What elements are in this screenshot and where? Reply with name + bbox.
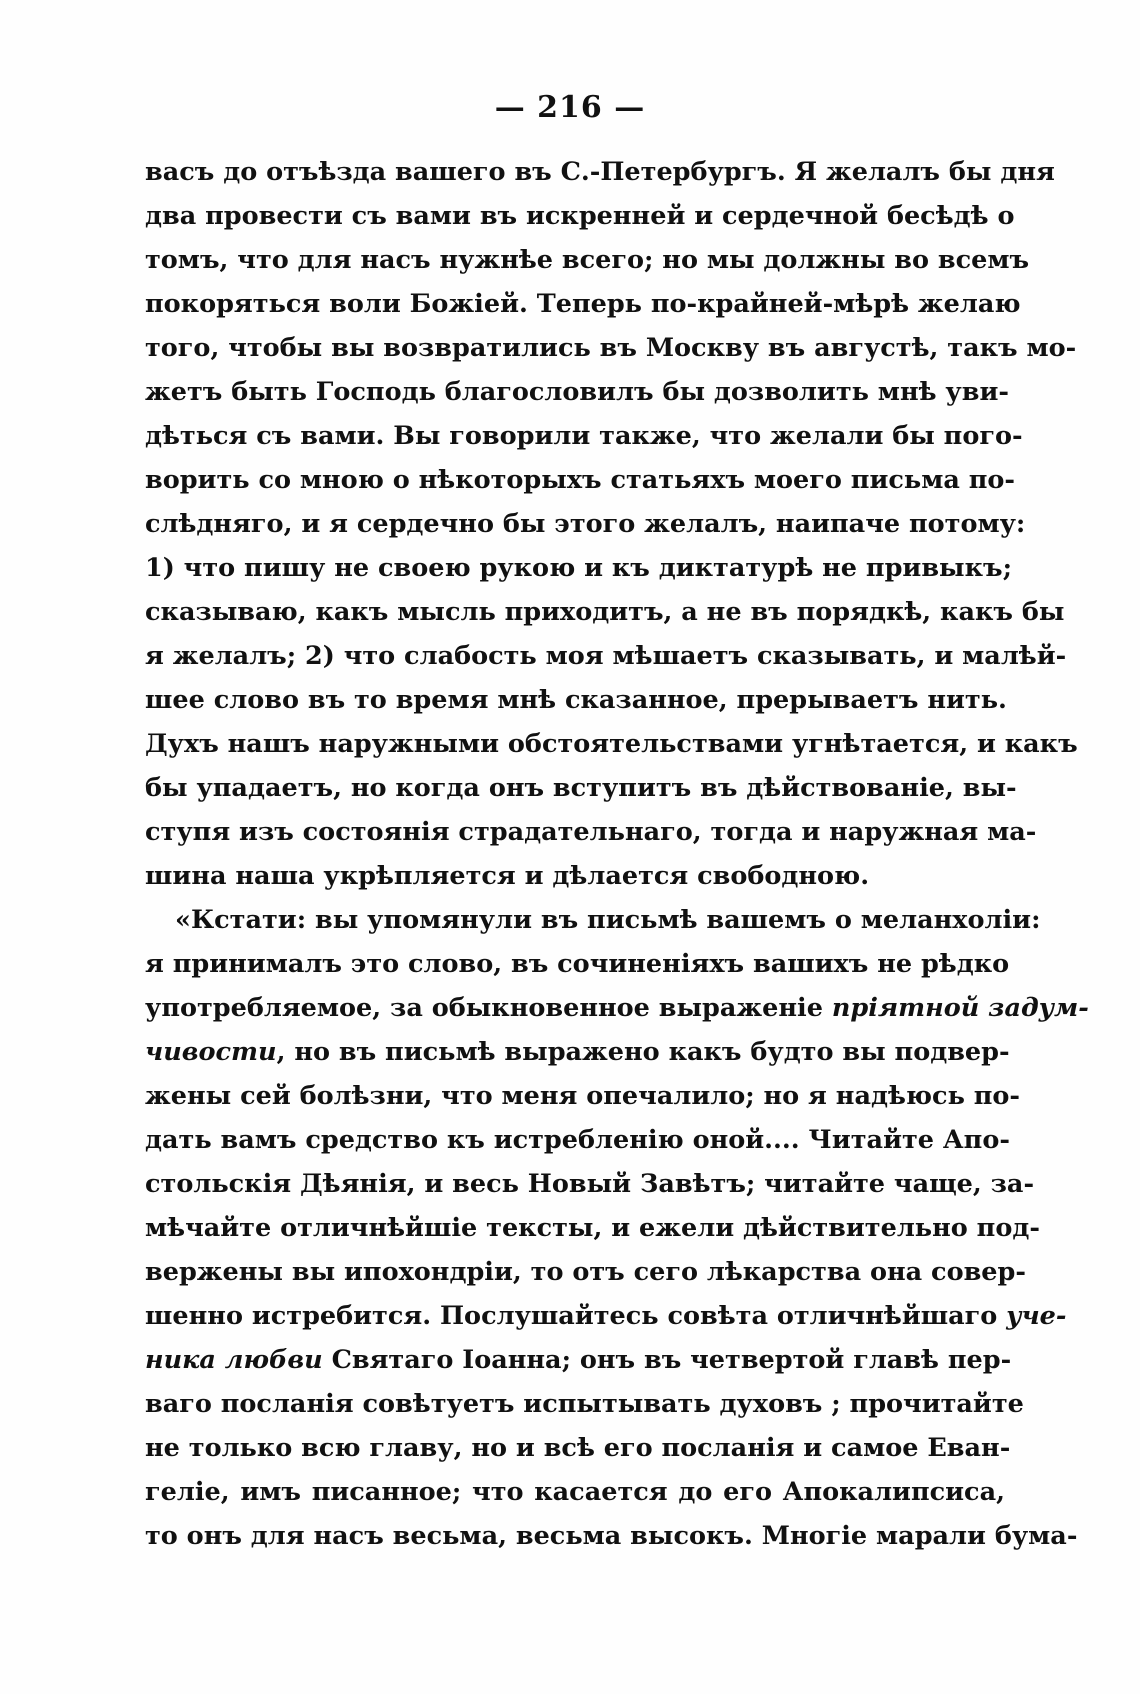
text-line xyxy=(145,1338,1012,1382)
text-span: употребляемое, за обыкновенное выраженіе xyxy=(145,993,832,1023)
text-span: не только всю главу, но и всѣ его посланія и самое Еван- xyxy=(145,1433,1011,1463)
text-line xyxy=(145,1470,1005,1514)
text-line xyxy=(145,238,1030,282)
text-line xyxy=(145,1426,1011,1470)
text-span: того, чтобы вы возвратились въ Москву въ августѣ, такъ мо- xyxy=(145,333,1077,363)
text-line xyxy=(145,194,1015,238)
text-span: бы упадаетъ, но когда онъ вступитъ въ дѣйствованіе, вы- xyxy=(145,773,1017,803)
text-line xyxy=(145,1118,1010,1162)
text-span: мѣчайте отличнѣйшіе тексты, и ежели дѣйствительно под- xyxy=(145,1213,1040,1243)
text-line xyxy=(145,1514,1078,1558)
text-line xyxy=(145,986,1089,1030)
text-span: васъ до отъѣзда вашего въ С.-Петербургъ. Я желалъ бы дня xyxy=(145,157,1055,187)
text-span: жетъ быть Господь благословилъ бы дозволить мнѣ уви- xyxy=(145,377,1009,407)
text-line xyxy=(145,722,1078,766)
text-span: шенно истребится. Послушайтесь совѣта отличнѣйшаго xyxy=(145,1301,1007,1331)
text-span: вержены вы ипохондріи, то отъ сего лѣкарства она совер- xyxy=(145,1257,1026,1287)
text-line xyxy=(145,854,1005,898)
text-span: ступя изъ состоянія страдательнаго, тогда и наружная ма- xyxy=(145,817,1037,847)
text-line xyxy=(145,678,1005,722)
text-span: шее слово въ то время мнѣ сказанное, прерываетъ нить. xyxy=(145,685,1007,715)
text-line xyxy=(145,1030,1010,1074)
text-span: геліе, имъ писанное; что касается до его Апокалипсиса, xyxy=(145,1477,1005,1507)
text-line xyxy=(145,414,1023,458)
text-line xyxy=(145,1294,1067,1338)
text-line xyxy=(145,898,1041,942)
text-line xyxy=(145,458,1016,502)
italic-text: уче- xyxy=(1006,1301,1067,1331)
text-line xyxy=(145,150,1055,194)
text-span: дѣться съ вами. Вы говорили также, что желали бы пого- xyxy=(145,421,1023,451)
text-line xyxy=(145,942,1010,986)
text-line xyxy=(145,1382,1024,1426)
text-line xyxy=(145,370,1009,414)
text-line xyxy=(145,634,1067,678)
text-span: слѣдняго, и я сердечно бы этого желалъ, наипаче потому: xyxy=(145,509,1026,539)
text-line xyxy=(145,810,1037,854)
italic-text: чивости xyxy=(145,1037,277,1067)
text-span: «Кстати: вы упомянули въ письмѣ вашемъ о меланхоліи: xyxy=(175,905,1041,935)
text-span: покоряться воли Божіей. Теперь по-крайней-мѣрѣ желаю xyxy=(145,289,1021,319)
italic-text: пріятной задум- xyxy=(831,993,1089,1023)
text-span: Духъ нашъ наружными обстоятельствами угнѣтается, и какъ xyxy=(145,729,1078,759)
text-line xyxy=(145,282,1021,326)
text-line xyxy=(145,546,1012,590)
text-span: томъ, что для насъ нужнѣе всего; но мы должны во всемъ xyxy=(145,245,1030,275)
text-line xyxy=(145,326,1077,370)
text-span: , но въ письмѣ выражено какъ будто вы подвер- xyxy=(276,1037,1010,1067)
text-line xyxy=(145,1250,1026,1294)
text-span: то онъ для насъ весьма, весьма высокъ. Многіе марали бума- xyxy=(145,1521,1078,1551)
text-span: я принималъ это слово, въ сочиненіяхъ вашихъ не рѣдко xyxy=(145,949,1010,979)
text-span: ворить со мною о нѣкоторыхъ статьяхъ моего письма по- xyxy=(145,465,1016,495)
text-span: я желалъ; 2) что слабость моя мѣшаетъ сказывать, и малѣй- xyxy=(145,641,1067,671)
text-span: Святаго Іоанна; онъ въ четвертой главѣ пер- xyxy=(322,1345,1012,1375)
text-line xyxy=(145,766,1017,810)
text-span: жены сей болѣзни, что меня опечалило; но я надѣюсь по- xyxy=(145,1081,1021,1111)
text-line xyxy=(145,1206,1040,1250)
text-line xyxy=(145,1162,1035,1206)
text-line xyxy=(145,590,1065,634)
italic-text: ника любви xyxy=(145,1345,323,1375)
text-span: сказываю, какъ мысль приходитъ, а не въ порядкѣ, какъ бы xyxy=(145,597,1065,627)
text-span: два провести съ вами въ искренней и сердечной бесѣдѣ о xyxy=(145,201,1015,231)
text-span: ваго посланія совѣтуетъ испытывать духовъ ; прочитайте xyxy=(145,1389,1024,1419)
text-span: дать вамъ средство къ истребленію оной.... Читайте Апо- xyxy=(145,1125,1010,1155)
text-span: стольскія Дѣянія, и весь Новый Завѣтъ; читайте чаще, за- xyxy=(145,1169,1035,1199)
text-span: 1) что пишу не своею рукою и къ диктатурѣ не привыкъ; xyxy=(145,553,1012,583)
text-line xyxy=(145,1074,1021,1118)
page-number: — 216 — xyxy=(494,90,646,125)
text-span: шина наша укрѣпляется и дѣлается свободною. xyxy=(145,861,870,891)
body-text xyxy=(145,150,1089,1558)
text-line xyxy=(145,502,1026,546)
